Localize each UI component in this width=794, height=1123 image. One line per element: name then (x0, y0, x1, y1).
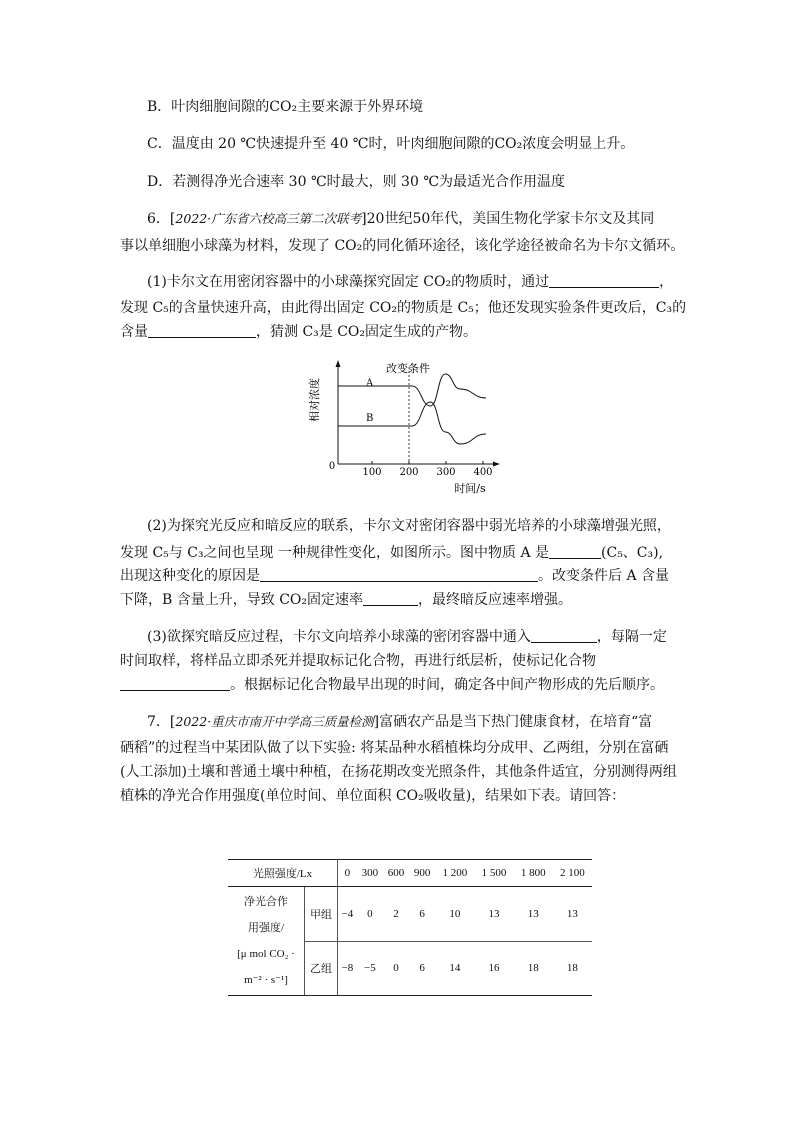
q6-p3-text-b: ，每隔一定 (596, 629, 667, 645)
row-label-line4: m⁻² · s⁻¹] (244, 974, 288, 986)
q6-source-close: ] (361, 211, 367, 227)
table-col-header: 0 (338, 860, 357, 887)
q6-p3-text-d: 。根据标记化合物最早出现的时间，确定各中间产物形成的先后顺序。 (230, 677, 664, 693)
answer-blank-2[interactable] (148, 323, 256, 338)
q7-intro-text: 富硒农产品是当下热门健康食材，在培育“富 (379, 714, 653, 730)
series-a-label: A (366, 378, 374, 389)
option-b: B．叶肉细胞间隙的CO₂主要来源于外界环境 (147, 99, 424, 115)
row-label-line3: [μ mol CO₂ · (237, 948, 295, 960)
q6-p1-text-a: (1)卡尔文在用密闭容器中的小球藻探究固定 CO₂的物质时，通过 (147, 274, 550, 290)
q6-part2-line4 (120, 590, 572, 610)
q7-intro-line1 (147, 712, 652, 732)
row-label-line1: 净光合作 (244, 896, 288, 908)
series-a-line (338, 374, 486, 406)
table-cell: 6 (419, 907, 425, 920)
q6-number: 6．[ (147, 211, 176, 227)
q6-part2-line2 (120, 543, 663, 563)
origin-label: 0 (328, 461, 336, 472)
answer-blank-6[interactable] (531, 628, 597, 643)
answer-blank-4[interactable] (260, 567, 538, 582)
q6-part1-line1 (147, 272, 673, 292)
x-axis-label: 时间/s (454, 482, 486, 495)
q6-p2-text-g: ，最终暗反应速率增强。 (418, 592, 572, 608)
q6-p2-text-c: (C₅、C₃), (601, 545, 664, 561)
q6-p1-text-e: ，猜测 C₃是 CO₂固定生成的产物。 (256, 324, 478, 340)
table-col-header: 2 100 (553, 860, 592, 887)
table-cell: 14 (435, 941, 474, 996)
y-axis-label: 相对浓度 (308, 378, 321, 422)
q7-source: 2022·重庆市南开中学高三质量检测 (175, 714, 374, 729)
table-cell: −5 (357, 941, 383, 996)
answer-blank-1[interactable] (549, 273, 659, 288)
q6-part3-line3 (120, 675, 664, 695)
table-row (228, 887, 592, 942)
table-row-label (228, 887, 305, 996)
series-b-label: B (366, 413, 374, 424)
q6-intro-line1 (147, 209, 654, 229)
q6-intro-text: 20世纪50年代，美国生物化学家卡尔文及其同 (366, 211, 655, 227)
concentration-graph (310, 356, 500, 498)
q6-p2-text-b: 发现 C₅与 C₃之间也呈现 一种规律性变化，如图所示。图中物质 A 是 (120, 545, 550, 561)
table-col-header: 300 (357, 860, 383, 887)
q6-p2-text-d: 出现这种变化的原因是 (120, 568, 260, 584)
x-tick-400: 400 (473, 467, 493, 478)
y-axis-arrow (336, 360, 341, 367)
option-c: C．温度由 20 ℃快速提升至 40 ℃时，叶肉细胞间隙的CO₂浓度会明显上升。 (147, 136, 635, 152)
photosynthesis-data-table (228, 859, 592, 996)
q6-part2-line1: (2)为探究光反应和暗反应的联系，卡尔文对密闭容器中弱光培养的小球藻增强光照， (147, 518, 671, 534)
x-tick-200: 200 (399, 467, 419, 478)
table-cell: −8 (338, 941, 357, 996)
q7-intro-line3: (人工添加)土壤和普通土壤中种植，在扬花期改变光照条件，其他条件适宜，分别测得两组 (120, 764, 677, 780)
q6-part1-line3 (120, 322, 477, 342)
row-label-line2: 用强度/ (247, 922, 285, 934)
q6-p1-text-b: ， (659, 274, 674, 290)
table-cell: 18 (514, 941, 553, 996)
table-col-header: 1 200 (435, 860, 474, 887)
table-cell: 0 (383, 941, 409, 996)
table-cell: 16 (474, 941, 513, 996)
answer-blank-3[interactable] (549, 544, 601, 559)
q7-intro-line4: 植株的净光合作用强度(单位时间、单位面积 CO₂吸收量)，结果如下表。请回答： (120, 788, 626, 804)
table-cell: 13 (566, 907, 578, 920)
table-cell: −4 (341, 907, 354, 920)
q7-source-close: ] (373, 714, 380, 730)
table-col-header: 600 (383, 860, 409, 887)
q6-part1-line2: 发现 C₅的含量快速升高，由此得出固定 CO₂的物质是 C₅；他还发现实验条件更改后，C₃的 (120, 300, 687, 316)
table-col-header: 1 500 (474, 860, 513, 887)
q6-part3-line2: 时间取样，将样品立即杀死并提取标记化合物，再进行纸层析，使标记化合物 (120, 653, 596, 669)
x-tick-100: 100 (362, 467, 382, 478)
q6-part3-line1 (147, 627, 667, 647)
series-b-line (338, 402, 486, 444)
group-label-yi: 乙组 (305, 941, 338, 996)
table-cell: 6 (409, 941, 435, 996)
table-cell: 13 (488, 907, 500, 920)
annotation-label: 改变条件 (386, 362, 430, 375)
table-header-label: 光照强度/Lx (228, 860, 338, 887)
answer-blank-5[interactable] (363, 591, 418, 606)
table-header-row (228, 860, 592, 887)
answer-blank-7[interactable] (120, 676, 230, 691)
q7-intro-line2: 硒稻”的过程当中某团队做了以下实验: 将某品种水稻植株均分成甲、乙两组，分别在富硒 (120, 740, 669, 756)
table-cell: 10 (449, 907, 461, 920)
q7-number: 7．[ (147, 714, 176, 730)
table-col-header: 1 800 (514, 860, 553, 887)
q6-p2-text-f: 下降，B 含量上升，导致 CO₂固定速率 (120, 592, 363, 608)
q6-p1-text-d: 含量 (120, 324, 148, 340)
table-cell: 2 (393, 907, 399, 920)
q6-intro-line2: 事以单细胞小球藻为材料，发现了 CO₂的同化循环途径，该化学途径被命名为卡尔文循环。 (120, 238, 685, 254)
table-col-header: 900 (409, 860, 435, 887)
q6-p3-text-a: (3)欲探究暗反应过程，卡尔文向培养小球藻的密闭容器中通入 (147, 629, 531, 645)
q6-source: 2022·广东省六校高三第二次联考 (175, 211, 362, 226)
table-cell: 18 (553, 941, 592, 996)
x-tick-300: 300 (436, 467, 456, 478)
x-axis-arrow (493, 462, 500, 467)
group-label-jia: 甲组 (305, 887, 338, 942)
q6-p2-text-e: 。改变条件后 A 含量 (538, 568, 670, 584)
option-d: D．若测得净光合速率 30 ℃时最大，则 30 ℃为最适光合作用温度 (147, 174, 565, 190)
q6-part2-line3 (120, 566, 669, 586)
table-cell: 13 (527, 907, 539, 920)
table-cell: 0 (367, 907, 373, 920)
